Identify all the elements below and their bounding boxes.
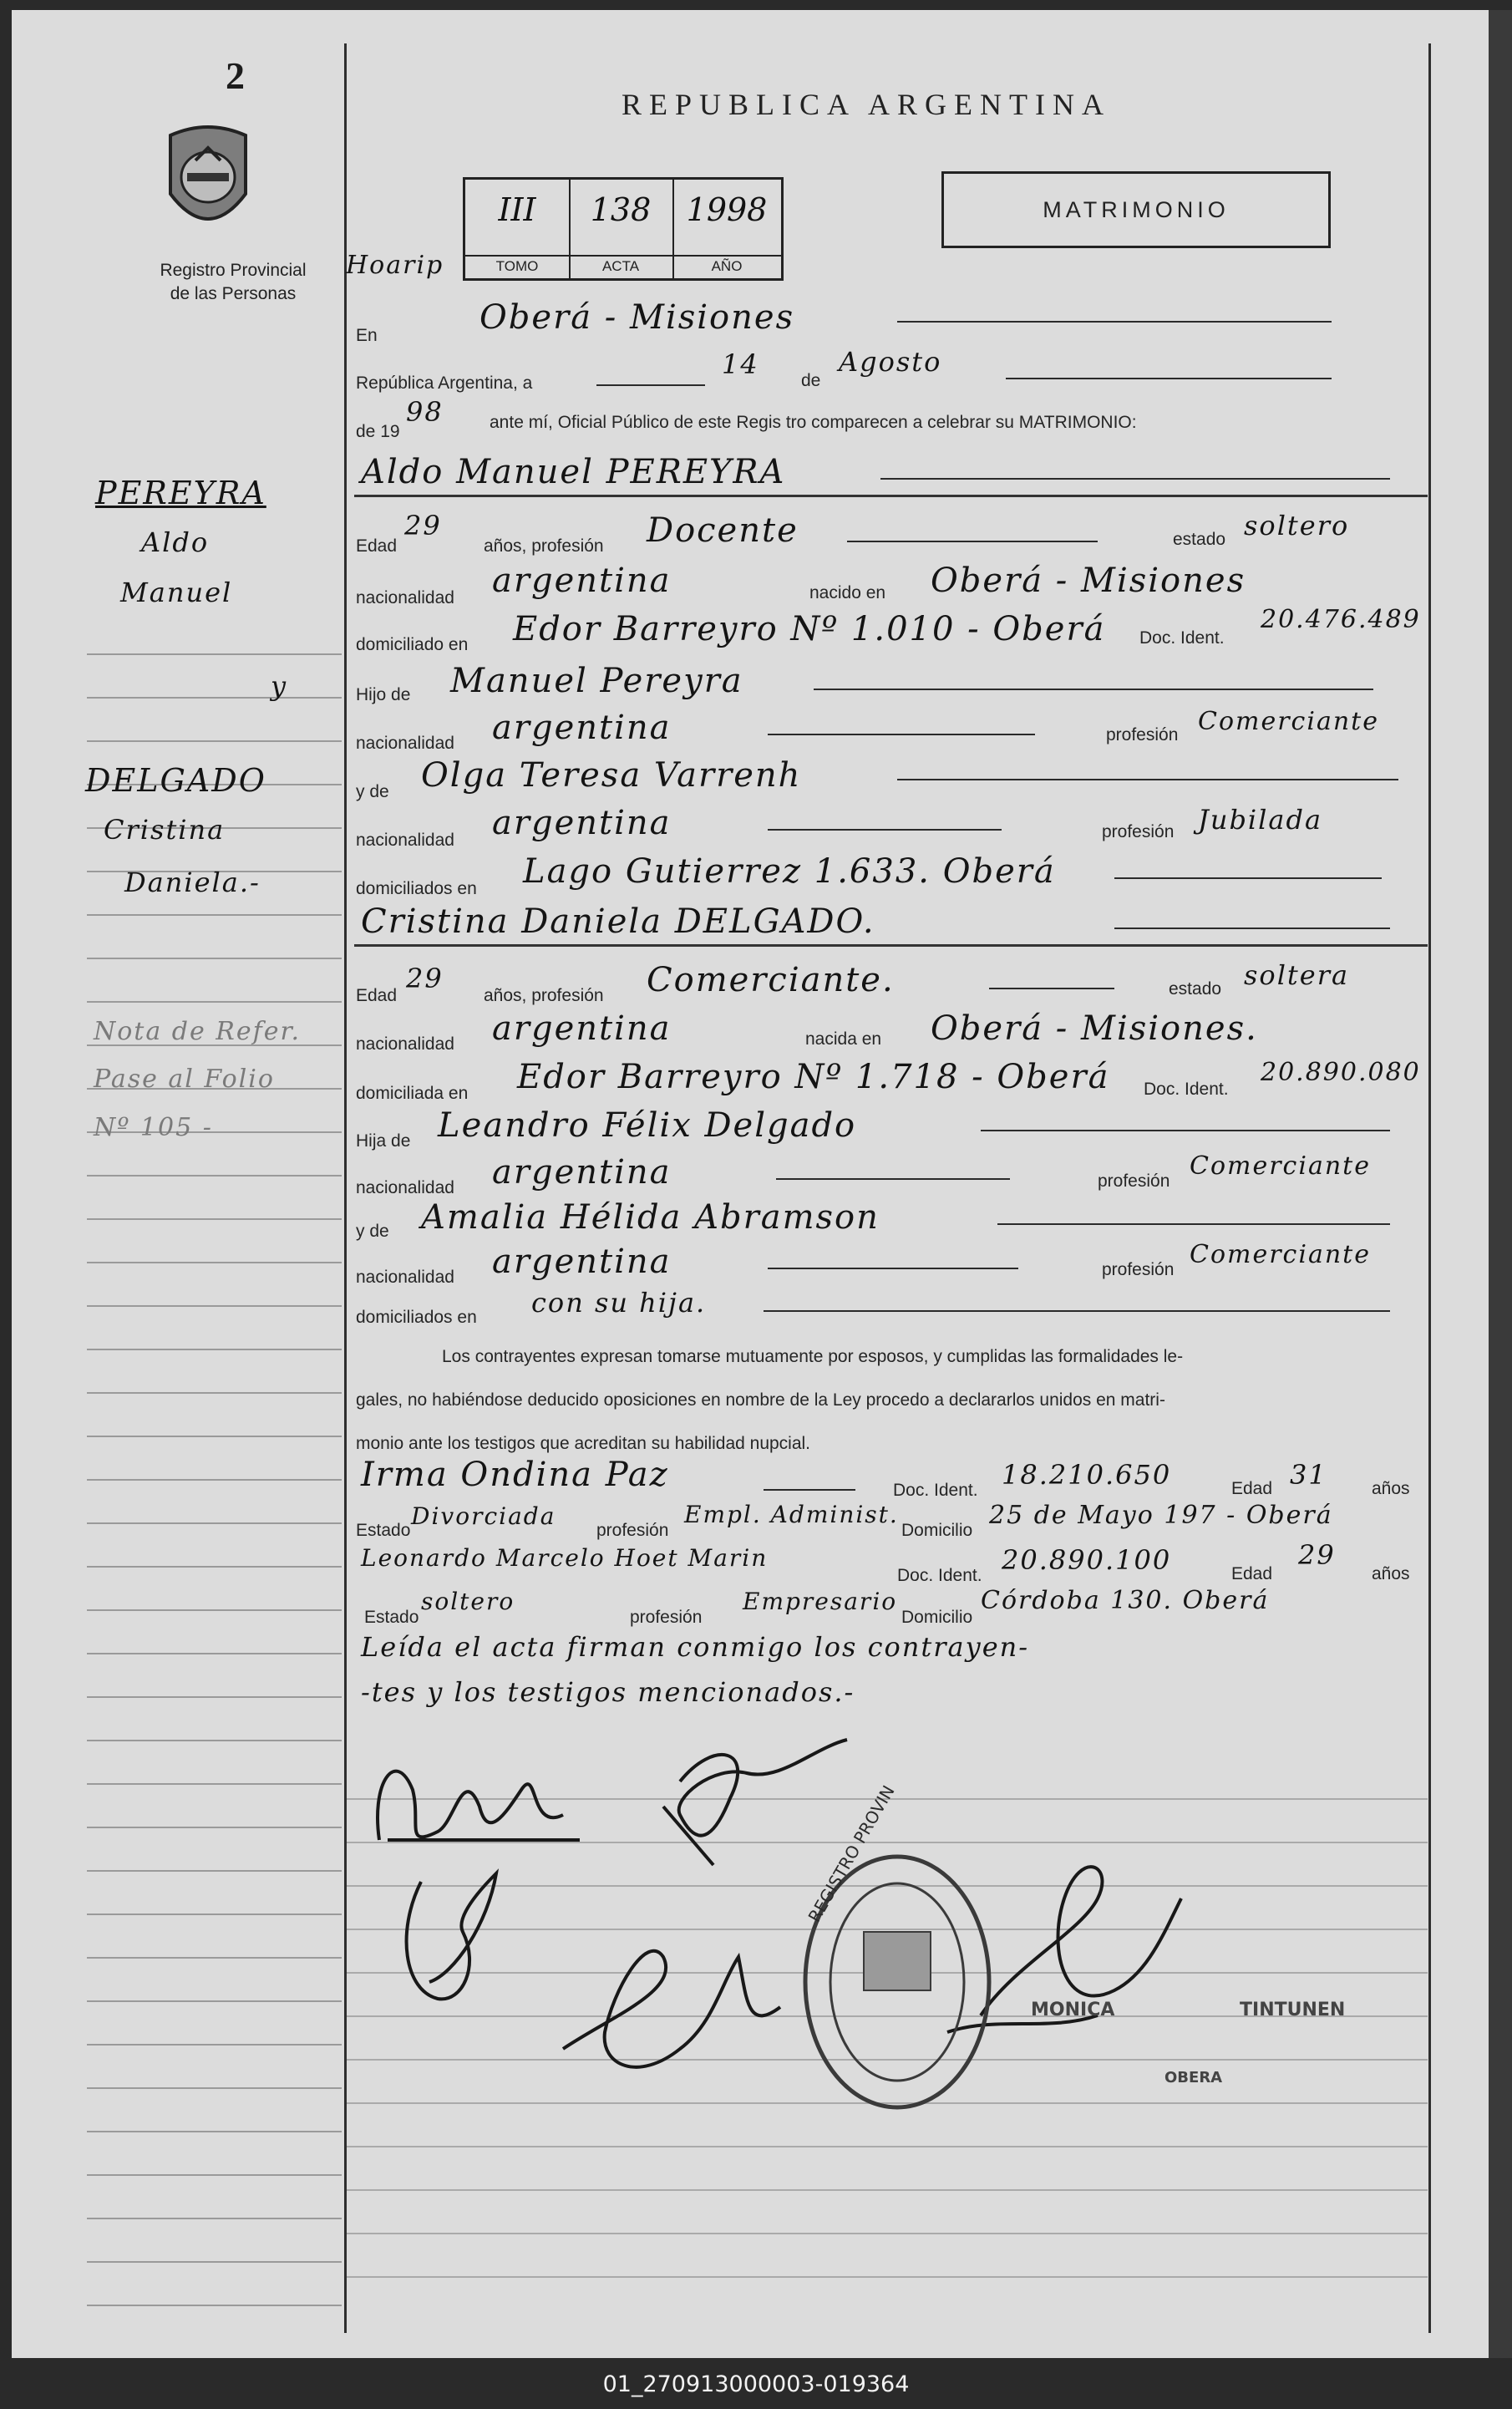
groom-father-line [814, 689, 1373, 690]
margin-rule-line [87, 2044, 342, 2046]
margin-rule-line [87, 1436, 342, 1437]
closing-line2: -tes y los testigos mencionados.- [361, 1676, 855, 1708]
groom-father-profession-label: profesión [1106, 725, 1179, 745]
place-line [897, 321, 1332, 323]
month-value: Agosto [839, 346, 942, 378]
witness1-profesion-label: profesión [596, 1521, 669, 1540]
bride-father-nat-line [776, 1178, 1010, 1180]
groom-nationality: argentina [492, 562, 672, 600]
witness1-estado-label: Estado [356, 1521, 411, 1540]
margin-rule-line [87, 1827, 342, 1828]
margin-groom-surname: PEREYRA [95, 475, 266, 511]
registry-line-1: Registro Provincial [160, 261, 307, 280]
bride-parents-address-label: domiciliados en [356, 1308, 477, 1327]
body-rule-line [346, 2189, 1428, 2191]
witness2-civil-status: soltero [421, 1588, 515, 1615]
bride-mother-nationality-label: nacionalidad [356, 1268, 454, 1287]
day-value: 14 [722, 348, 759, 380]
margin-rule-line [87, 1001, 342, 1003]
groom-estado-label: estado [1173, 530, 1226, 549]
acta-value: 138 [590, 191, 652, 228]
bride-mother: Amalia Hélida Abramson [421, 1198, 880, 1237]
margin-rule-line [87, 1175, 342, 1177]
margin-rule-line [87, 1870, 342, 1872]
witness1-anos-label: años [1372, 1479, 1410, 1498]
witness2-age: 29 [1298, 1539, 1336, 1571]
witness1-age: 31 [1290, 1459, 1327, 1491]
witness2-estado-label: Estado [364, 1608, 419, 1627]
margin-rule-line [87, 1783, 342, 1785]
declaration-line1: Los contrayentes expresan tomarse mutuamente por esposos, y cumplidas las formalidades le- [442, 1347, 1184, 1366]
margin-rule-line [87, 1740, 342, 1741]
witness2-doc-label: Doc. Ident. [897, 1566, 982, 1585]
groom-nacido-label: nacido en [809, 583, 886, 602]
groom-father-nat-line [768, 734, 1035, 735]
page-edge [1489, 10, 1512, 2358]
witness1-address: 25 de Mayo 197 - Oberá [989, 1501, 1333, 1530]
acta-cell [569, 180, 674, 278]
groom-domicilio-label: domiciliado en [356, 635, 469, 654]
groom-profession: Docente [647, 511, 799, 550]
bride-father-line [981, 1130, 1390, 1131]
margin-rule-line [87, 697, 342, 699]
bride-father: Leandro Félix Delgado [438, 1106, 857, 1145]
margin-rule-line [87, 2174, 342, 2176]
bride-doc-label: Doc. Ident. [1144, 1080, 1229, 1099]
groom-father: Manuel Pereyra [450, 662, 743, 700]
witness1-doc-label: Doc. Ident. [893, 1481, 978, 1500]
record-type-label: MATRIMONIO [1043, 196, 1230, 222]
bride-name-line [1114, 928, 1390, 929]
bride-doc: 20.890.080 [1261, 1058, 1421, 1087]
groom-parents-address-label: domiciliados en [356, 879, 477, 898]
groom-father-nationality: argentina [492, 709, 672, 747]
witness2-domicilio-label: Domicilio [901, 1608, 973, 1627]
groom-parents-address-line [1114, 877, 1382, 879]
groom-hijo-label: Hijo de [356, 685, 411, 704]
margin-rule-line [87, 1392, 342, 1394]
declaration-line3: monio ante los testigos que acreditan su habilidad nupcial. [356, 1434, 811, 1453]
margin-note-line2: Pase al Folio [94, 1065, 275, 1094]
ano-label: AÑO [672, 255, 781, 275]
official-stamp-line1: MONICA [1031, 2000, 1115, 2020]
bride-address: Edor Barreyro Nº 1.718 - Oberá [517, 1058, 1110, 1096]
margin-line-left [344, 43, 347, 2333]
bride-hija-label: Hija de [356, 1131, 411, 1151]
bride-mother-nationality: argentina [492, 1243, 672, 1281]
bride-age: 29 [406, 963, 444, 994]
margin-rule-line [87, 1479, 342, 1481]
groom-doc: 20.476.489 [1261, 605, 1421, 634]
intro-text: ante mí, Oficial Público de este Regis tro comparecen a celebrar su MATRIMONIO: [490, 413, 1137, 432]
witness1-civil-status: Divorciada [411, 1502, 556, 1530]
margin-groom-name2: Manuel [120, 577, 233, 608]
year-suffix: 98 [406, 396, 444, 428]
groom-father-nationality-label: nacionalidad [356, 734, 454, 753]
bride-mother-line [997, 1223, 1390, 1225]
tomo-label: TOMO [465, 255, 569, 275]
margin-rule-line [87, 2305, 342, 2306]
groom-profession-line [847, 541, 1098, 542]
witness2-profession: Empresario [743, 1588, 898, 1615]
witness2-doc: 20.890.100 [1002, 1544, 1172, 1576]
place-value: Oberá - Misiones [479, 298, 795, 337]
witness2-anos-label: años [1372, 1564, 1410, 1583]
bride-father-nationality-label: nacionalidad [356, 1178, 454, 1197]
witness2-name: Leonardo Marcelo Hoet Marin [361, 1544, 769, 1572]
margin-rule-line [87, 1913, 342, 1915]
declaration-line2: gales, no habiéndose deducido oposiciones en nombre de la Ley procedo a declararlos unidos en matri- [356, 1390, 1165, 1410]
margin-rule-line [87, 1653, 342, 1654]
groom-mother-line [897, 779, 1398, 780]
bride-profession-line [989, 988, 1114, 989]
bride-mother-nat-line [768, 1268, 1018, 1269]
groom-mother: Olga Teresa Varrenh [421, 756, 802, 795]
margin-rule-line [87, 1957, 342, 1959]
witness1-doc: 18.210.650 [1002, 1459, 1172, 1491]
bride-parents-address: con su hija. [531, 1287, 707, 1319]
provincial-emblem [162, 119, 254, 244]
bride-edad-label: Edad [356, 986, 398, 1005]
bride-nationality: argentina [492, 1009, 672, 1048]
bride-father-profession: Comerciante [1190, 1151, 1371, 1181]
bride-estado-label: estado [1169, 979, 1222, 999]
bride-separator [354, 944, 1428, 947]
bride-civil-status: soltera [1244, 959, 1350, 991]
file-id: 01_270913000003-019364 [602, 2371, 910, 2397]
witness1-name-line [764, 1489, 855, 1491]
groom-mother-label: y de [356, 782, 389, 801]
tomo-cell [465, 180, 571, 278]
official-stamp-line3: OBERA [1164, 2069, 1223, 2086]
body-rule-line [346, 2276, 1428, 2278]
groom-separator [354, 495, 1428, 497]
year-prefix: de 19 [356, 422, 400, 441]
bride-nacionalidad-label: nacionalidad [356, 1034, 454, 1054]
groom-civil-status: soltero [1244, 510, 1350, 541]
bride-domicilio-label: domiciliada en [356, 1084, 469, 1103]
bride-parents-address-line [764, 1310, 1390, 1312]
witness1-domicilio-label: Domicilio [901, 1521, 973, 1540]
groom-mother-profession: Jubilada [1198, 804, 1323, 836]
witness2-profesion-label: profesión [630, 1608, 703, 1627]
margin-rule-line [87, 1218, 342, 1220]
margin-rule-line [87, 1609, 342, 1611]
de-label: de [801, 371, 821, 390]
margin-rule-line [87, 1566, 342, 1568]
bride-mother-profession-label: profesión [1102, 1260, 1175, 1279]
groom-nacionalidad-label: nacionalidad [356, 588, 454, 607]
registry-line-2: de las Personas [170, 284, 297, 303]
witness2-address: Córdoba 130. Oberá [981, 1586, 1270, 1615]
groom-mother-nationality-label: nacionalidad [356, 831, 454, 850]
margin-rule-line [87, 1262, 342, 1263]
margin-rule-line [87, 914, 342, 916]
groom-name-line [880, 478, 1390, 480]
groom-doc-label: Doc. Ident. [1139, 628, 1225, 648]
margin-connector: y [271, 670, 288, 702]
bride-birthplace: Oberá - Misiones. [931, 1009, 1258, 1048]
country-title: REPUBLICA ARGENTINA [622, 88, 1112, 121]
bride-father-profession-label: profesión [1098, 1171, 1170, 1191]
margin-rule-line [87, 1696, 342, 1698]
margin-rule-line [87, 958, 342, 959]
day-line [596, 384, 705, 386]
month-line [1006, 378, 1332, 379]
signature-witness1 [407, 1873, 496, 1999]
document-page [12, 10, 1489, 2358]
groom-birthplace: Oberá - Misiones [931, 562, 1246, 600]
groom-address: Edor Barreyro Nº 1.010 - Oberá [513, 610, 1106, 648]
registry-caption [129, 259, 337, 306]
signature-bride [663, 1740, 847, 1865]
witness1-profession: Empl. Administ. [684, 1501, 899, 1528]
signature-groom [378, 1771, 580, 1840]
margin-rule-line [87, 740, 342, 742]
tomo-value: III [498, 191, 536, 228]
groom-full-name: Aldo Manuel PEREYRA [361, 453, 786, 491]
seal-text: REGISTRO PROVIN [804, 1781, 899, 1926]
groom-mother-profession-label: profesión [1102, 822, 1175, 841]
bride-mother-profession: Comerciante [1190, 1240, 1371, 1269]
closing-line1: Leída el acta firman conmigo los contrayen- [361, 1631, 1030, 1663]
body-rule-line [346, 2233, 1428, 2234]
margin-bride-surname: DELGADO [85, 762, 266, 799]
groom-age: 29 [404, 510, 442, 541]
bride-full-name: Cristina Daniela DELGADO. [361, 902, 875, 941]
margin-rule-line [87, 2261, 342, 2263]
groom-mother-nat-line [768, 829, 1002, 831]
official-stamp-line2: TINTUNEN [1240, 2000, 1346, 2020]
groom-mother-nationality: argentina [492, 804, 672, 842]
margin-rule-line [87, 1305, 342, 1307]
margin-bride-name2: Daniela.- [124, 867, 261, 898]
witness1-edad-label: Edad [1231, 1479, 1273, 1498]
republic-label: República Argentina, a [356, 374, 533, 393]
witness2-edad-label: Edad [1231, 1564, 1273, 1583]
bride-father-nationality: argentina [492, 1153, 672, 1192]
page-number: 2 [226, 54, 245, 97]
en-label: En [356, 326, 378, 345]
margin-note-line3: Nº 105 - [94, 1113, 213, 1142]
witness1-name: Irma Ondina Paz [361, 1456, 669, 1494]
registry-table [463, 177, 784, 281]
margin-rule-line [87, 653, 342, 655]
margin-rule-line [87, 2000, 342, 2002]
groom-profesion-label: años, profesión [484, 536, 604, 556]
margin-rule-line [87, 1349, 342, 1350]
groom-father-profession: Comerciante [1198, 707, 1379, 736]
margin-rule-line [87, 1522, 342, 1524]
margin-groom-name1: Aldo [141, 526, 210, 558]
signatures [363, 1715, 1432, 2183]
bride-nacida-label: nacida en [805, 1029, 882, 1049]
margin-bride-name1: Cristina [104, 814, 226, 846]
record-type-box [941, 171, 1331, 248]
bride-profesion-label: años, profesión [484, 986, 604, 1005]
acta-label: ACTA [569, 255, 672, 275]
margin-rule-line [87, 2087, 342, 2089]
ano-value: 1998 [686, 191, 768, 228]
margin-rule-line [87, 2131, 342, 2132]
margin-rule-line [87, 2218, 342, 2219]
bride-profession: Comerciante. [647, 961, 895, 999]
bride-mother-label: y de [356, 1222, 389, 1241]
groom-edad-label: Edad [356, 536, 398, 556]
signature-witness2 [563, 1951, 780, 2067]
margin-note-line1: Nota de Refer. [94, 1017, 302, 1046]
corner-handwriting: Hoarip [346, 251, 444, 280]
groom-parents-address: Lago Gutierrez 1.633. Oberá [523, 852, 1056, 891]
ano-cell [672, 180, 781, 278]
